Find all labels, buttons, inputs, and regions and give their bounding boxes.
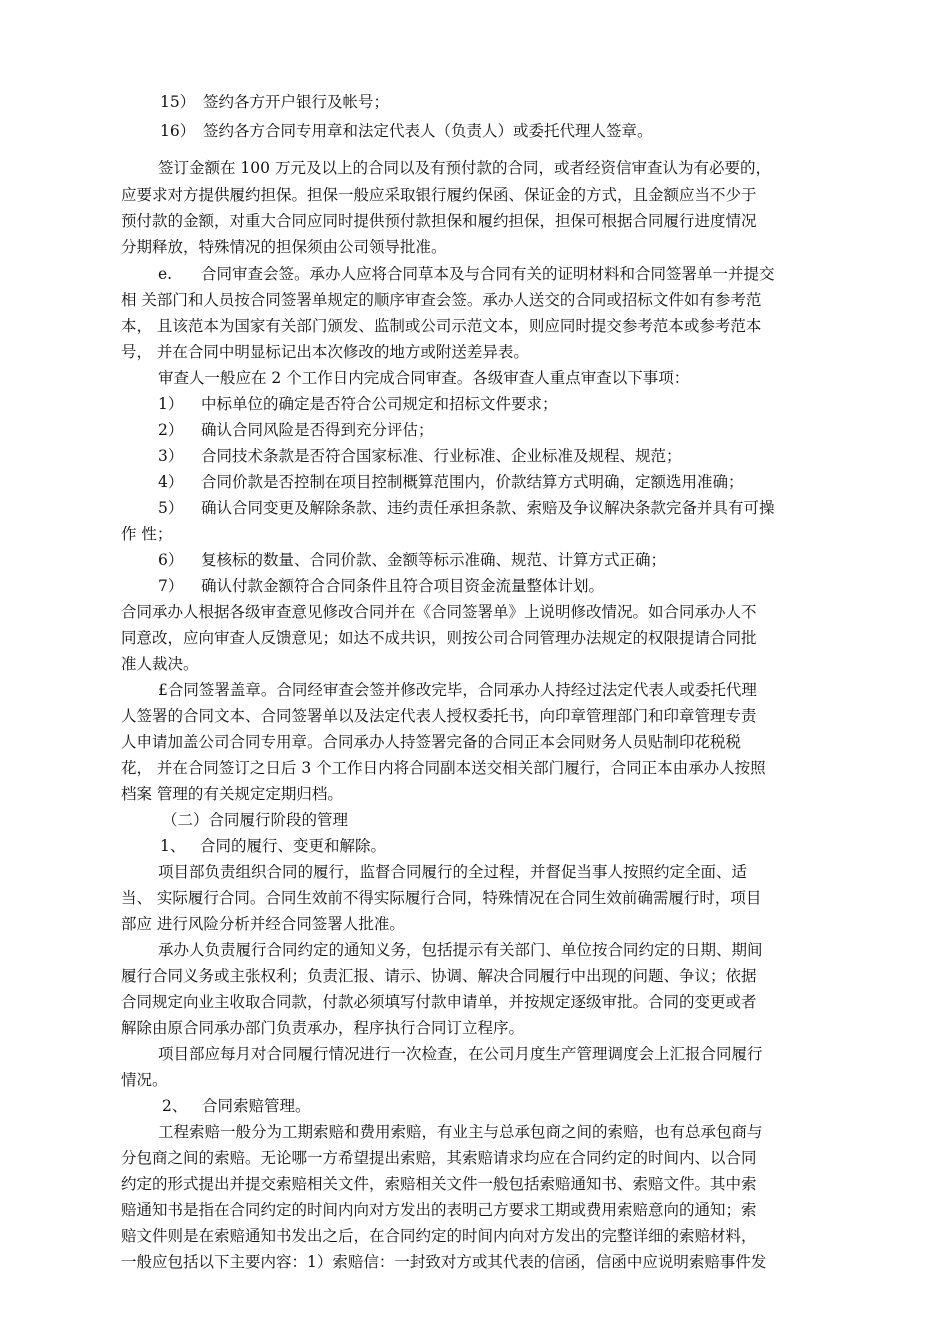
item-number: 7） [158, 577, 184, 595]
paragraph-line: 部应 进行风险分析并经合同签署人批准。 [121, 915, 405, 933]
list-item-2 [158, 419, 434, 441]
paragraph-line: 人申请加盖公司合同专用章。合同承办人持签署完备的合同正本会同财务人员贴制印花税税 [121, 733, 742, 751]
item-text: 签约各方开户银行及帐号； [203, 93, 390, 111]
paragraph-line: 审查人一般应在 2 个工作日内完成合同审查。各级审查人重点审查以下事项： [158, 369, 690, 387]
paragraph-line: 分包商之间的索赔。无论哪一方希望提出索赔，其索赔请求均应在合同约定的时间内、以合同 [121, 1149, 757, 1167]
list-item-5 [158, 497, 775, 519]
paragraph-line: 一般应包括以下主要内容：1）索赔信：一封致对方或其代表的信函，信函中应说明索赔事件发 [121, 1253, 767, 1271]
paragraph-line: 档案 管理的有关规定定期归档。 [121, 785, 343, 803]
paragraph-line: 分期释放，特殊情况的担保须由公司领导批准。 [121, 238, 447, 256]
item-number: 3） [158, 447, 184, 465]
paragraph-line: 解除由原合同承办部门负责承办，程序执行合同订立程序。 [121, 1019, 525, 1037]
paragraph-line: 人签署的合同文本、合同签署单以及法定代表人授权委托书，向印章管理部门和印章管理专责 [121, 707, 757, 725]
item-number: 4） [158, 473, 184, 491]
item-number: 15） [160, 93, 196, 111]
item-number: 2） [158, 421, 184, 439]
list-item-1 [158, 393, 558, 415]
paragraph-line: 作 性； [121, 525, 173, 543]
item-text: 复核标的数量、合同价款、金额等标示准确、规范、计算方式正确； [201, 551, 667, 569]
item-text: 确认付款金额符合合同条件且符合项目资金流量整体计划。 [201, 577, 605, 595]
list-item-e [158, 263, 775, 285]
paragraph-line: 准人裁决。 [121, 655, 199, 673]
paragraph-line: 情况。 [121, 1071, 168, 1089]
list-item-4 [158, 471, 744, 493]
item-text: 合同审查会签。承办人应将合同草本及与合同有关的证明材料和合同签署单一并提交 [201, 265, 775, 283]
item-number: 6） [158, 551, 184, 569]
paragraph-line: 当、 实际履行合同。合同生效前不得实际履行合同，特殊情况在合同生效前确需履行时，项目 [121, 889, 762, 907]
paragraph-line: 相 关部门和人员按合同签署单规定的顺序审查会签。承办人送交的合同或招标文件如有参考范 [121, 291, 762, 309]
paragraph-line: 签订金额在 100 万元及以上的合同以及有预付款的合同，或者经资信审查认为有必要的， [158, 159, 771, 177]
paragraph-line: 应要求对方提供履约担保。担保一般应采取银行履约保函、保证金的方式，且金额应当不少于 [121, 186, 757, 204]
item-text: 合同技术条款是否符合国家标准、行业标准、企业标准及规程、规范； [201, 447, 682, 465]
item-text: 确认合同变更及解除条款、违约责任承担条款、索赔及争议解决条款完备并具有可操 [201, 499, 775, 517]
paragraph-line: 预付款的金额，对重大合同应同时提供预付款担保和履约担保，担保可根据合同履行进度情况 [121, 212, 757, 230]
item-text: 签约各方合同专用章和法定代表人（负责人）或委托代理人签章。 [203, 122, 653, 140]
list-item-7 [158, 575, 604, 597]
item-text: 合同的履行、变更和解除。 [200, 837, 387, 855]
list-item-16 [160, 120, 653, 142]
paragraph-line: 本， 且该范本为国家有关部门颁发、监制或公司示范文本，则应同时提交参考范本或参考范本 [121, 317, 762, 335]
item-number: 5） [158, 499, 184, 517]
item-number: 2、 [162, 1097, 188, 1115]
paragraph-line: 工程索赔一般分为工期索赔和费用索赔，有业主与总承包商之间的索赔，也有总承包商与 [158, 1123, 763, 1141]
paragraph-line: 项目部负责组织合同的履行，监督合同履行的全过程，并督促当事人按照约定全面、适 [158, 863, 748, 881]
item-number: 1、 [160, 837, 186, 855]
paragraph-line: 赔文件则是在索赔通知书发出之后，在合同约定的时间内向对方发出的完整详细的索赔材料， [121, 1227, 757, 1245]
section-heading: （二）合同履行阶段的管理 [162, 811, 349, 829]
paragraph-line: 同意改，应向审查人反馈意见；如达不成共识，则按公司合同管理办法规定的权限提请合同批 [121, 629, 757, 647]
paragraph-line: £合同签署盖章。合同经审查会签并修改完毕，合同承办人持经过法定代表人或委托代理 [158, 681, 757, 699]
item-number: 16） [160, 122, 196, 140]
subsection-heading-1 [160, 835, 386, 857]
item-number: 1） [158, 395, 184, 413]
item-text: 合同索赔管理。 [202, 1097, 311, 1115]
paragraph-line: 项目部应每月对合同履行情况进行一次检查，在公司月度生产管理调度会上汇报合同履行 [158, 1045, 763, 1063]
paragraph-line: 约定的形式提出并提交索赔相关文件，索赔相关文件一般包括索赔通知书、索赔文件。其中索 [121, 1175, 757, 1193]
paragraph-line: 号， 并在合同中明显标记出本次修改的地方或附送差异表。 [121, 343, 529, 361]
list-item-15 [160, 91, 389, 113]
paragraph-line: 合同规定向业主收取合同款，付款必须填写付款申请单，并按规定逐级审批。合同的变更或者 [121, 993, 757, 1011]
paragraph-line: 赔通知书是指在合同约定的时间内向对方发出的表明己方要求工期或费用索赔意向的通知；索 [121, 1201, 757, 1219]
item-text: 确认合同风险是否得到充分评估； [201, 421, 434, 439]
list-item-6 [158, 549, 666, 571]
item-text: 中标单位的确定是否符合公司规定和招标文件要求； [201, 395, 558, 413]
item-number: e. [158, 265, 173, 283]
paragraph-line: 合同承办人根据各级审查意见修改合同并在《合同签署单》上说明修改情况。如合同承办人不 [121, 603, 757, 621]
paragraph-line: 履行合同义务或主张权利；负责汇报、请示、协调、解决合同履行中出现的问题、争议；依据 [121, 967, 757, 985]
list-item-3 [158, 445, 682, 467]
paragraph-line: 承办人负责履行合同约定的通知义务，包括提示有关部门、单位按合同约定的日期、期间 [158, 941, 763, 959]
subsection-heading-2 [162, 1095, 311, 1117]
paragraph-line: 花， 并在合同签订之日后 3 个工作日内将合同副本送交相关部门履行，合同正本由承办人按照 [121, 759, 766, 777]
item-text: 合同价款是否控制在项目控制概算范围内，价款结算方式明确，定额选用准确； [201, 473, 744, 491]
